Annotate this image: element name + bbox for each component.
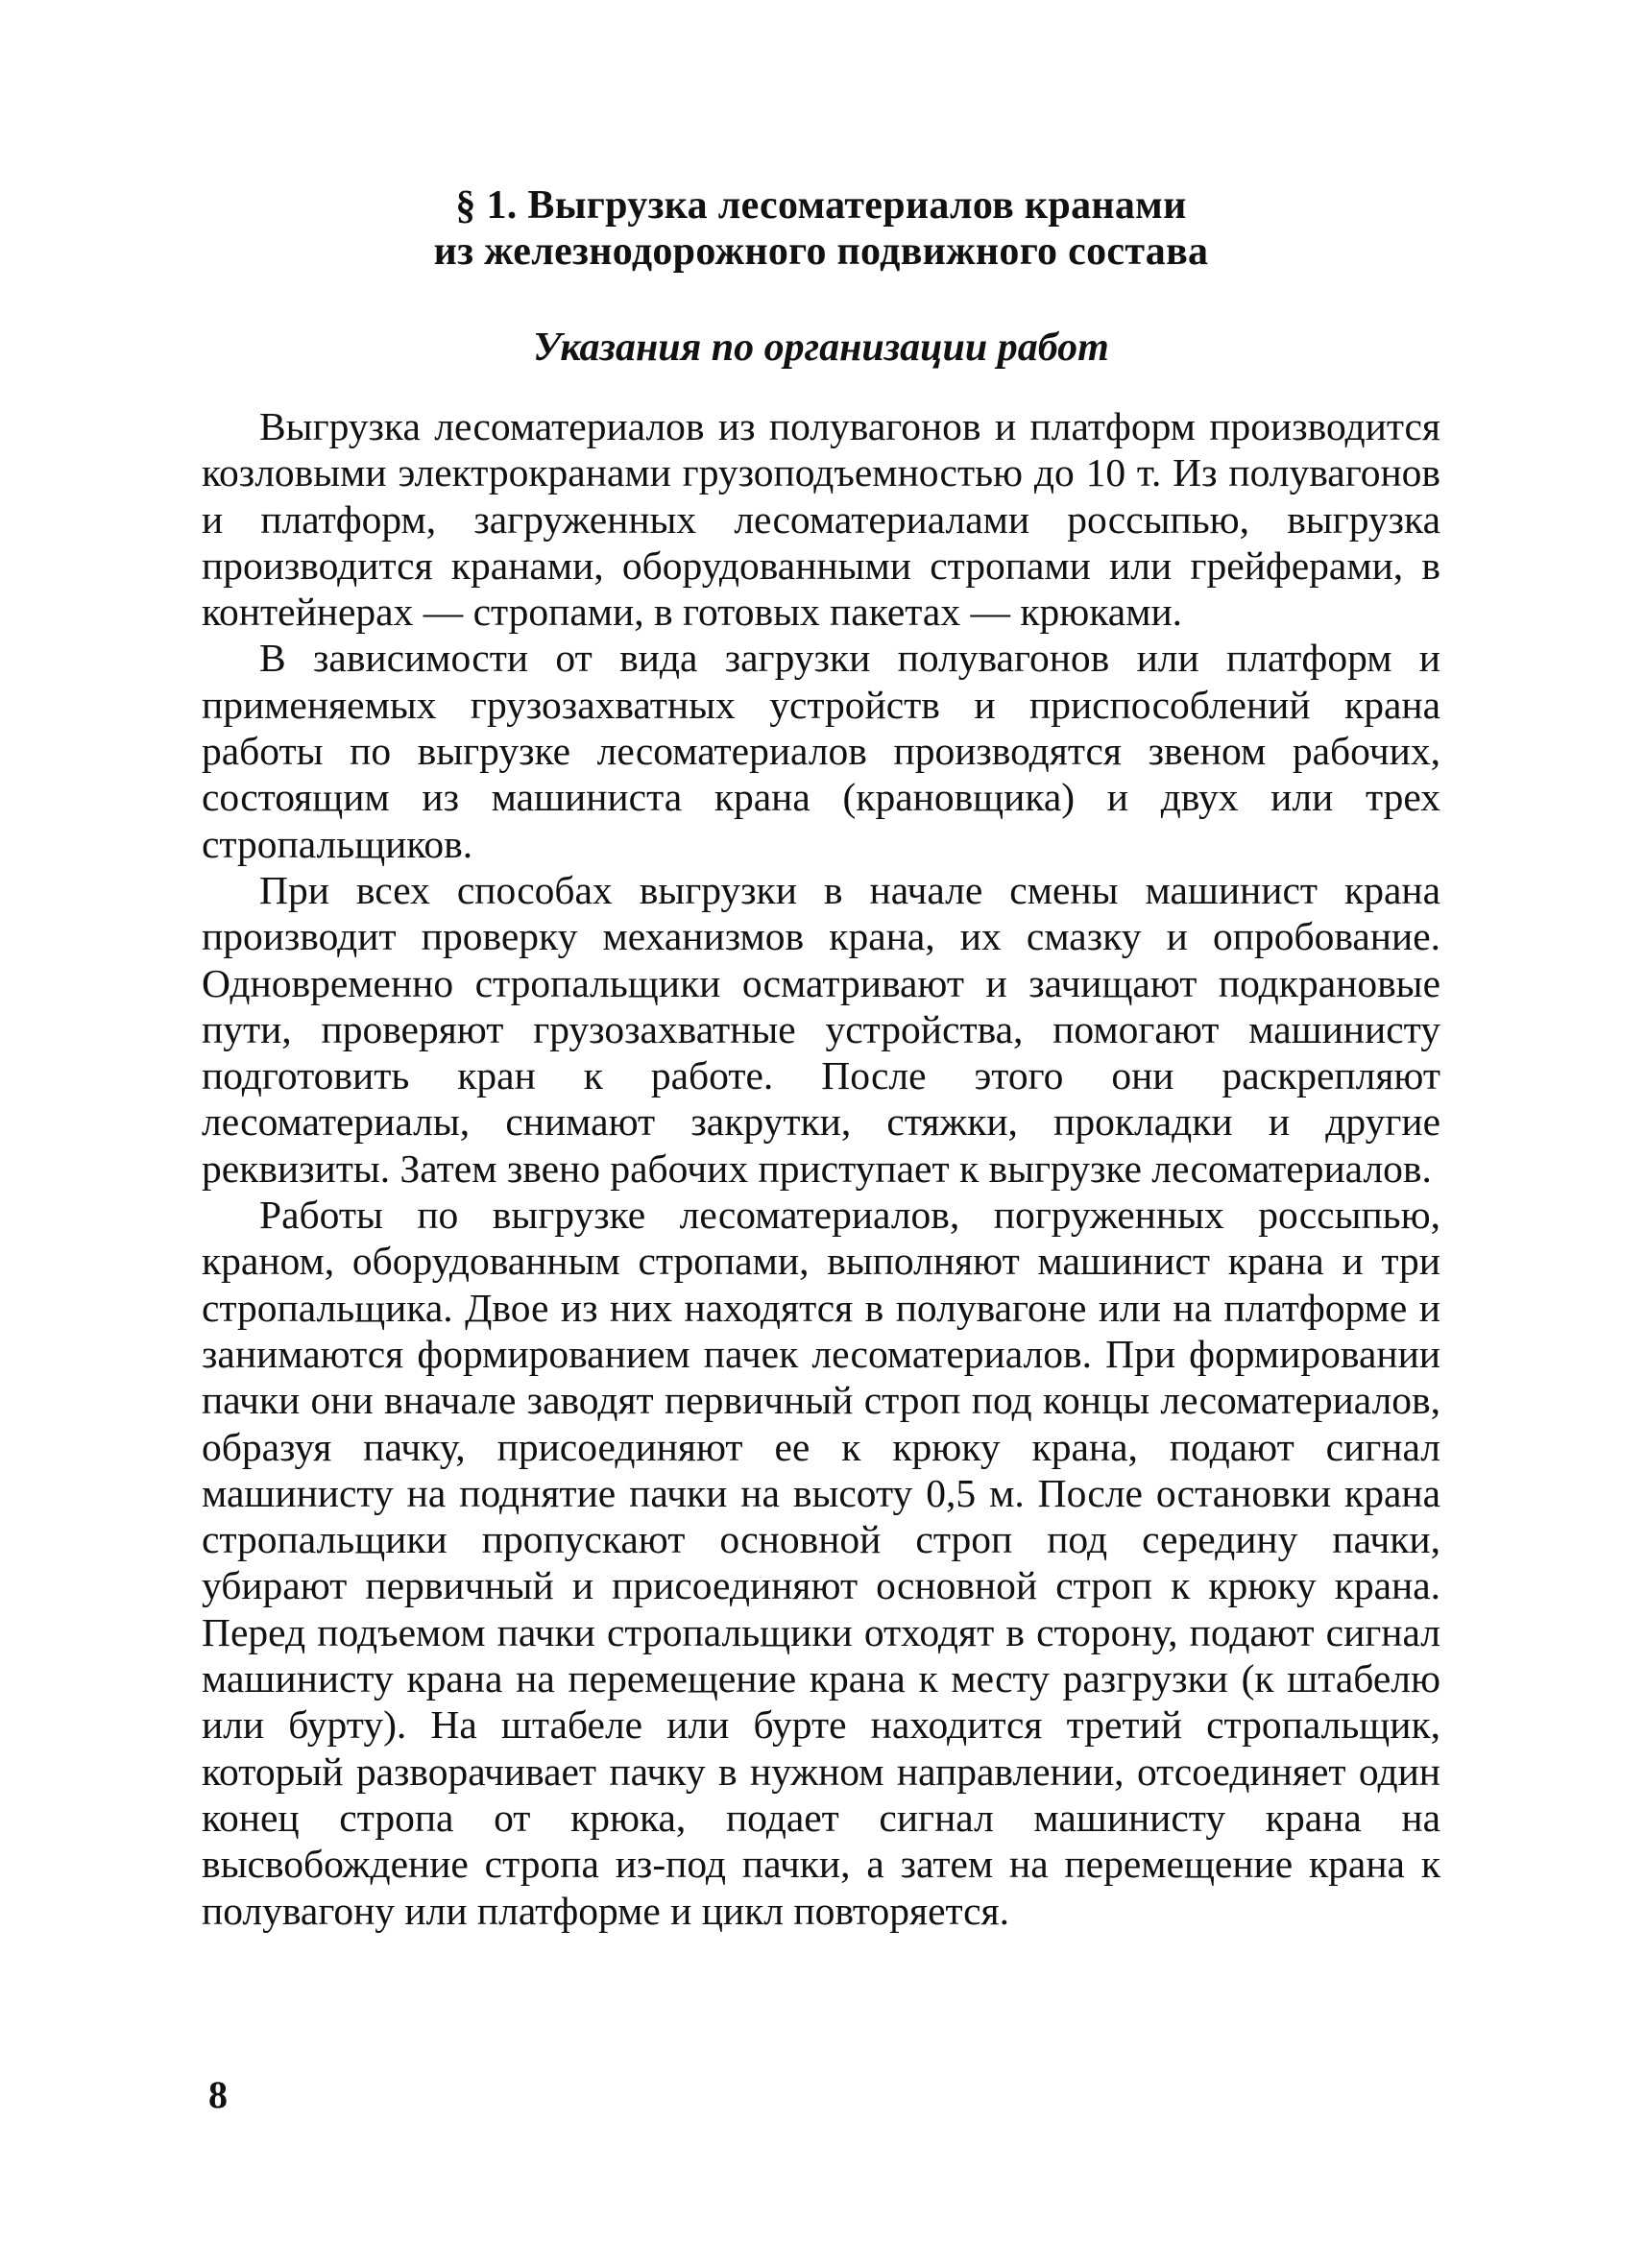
section-title [202,182,1440,275]
paragraph-3: При всех способах выгрузки в начале смены машинист крана производит проверку механизмов крана, их смазку и опробование. Одновременно стропальщики осматривают и зачищают подкрановые пути, проверяют грузозахватные устройства, помогают машинисту подготовить кран к работе. После этого они раскрепляют лесоматериалы, снимают закрутки, стяжки, прокладки и другие реквизиты. Затем звено рабочих приступает к выгрузке лесоматериалов. [202,867,1440,1191]
section-title-line-1: § 1. Выгрузка лесоматериалов кранами [455,183,1187,228]
section-title-line-2: из железнодорожного подвижного состава [433,229,1209,274]
page-content [202,182,1440,1934]
paragraph-2: В зависимости от вида загрузки полувагонов или платформ и применяемых грузозахватных устройств и приспособлений крана работы по выгрузке лесоматериалов производятся звеном рабочих, состоящим из машиниста крана (крановщика) и двух или трех стропальщиков. [202,636,1440,866]
paragraph-1: Выгрузка лесоматериалов из полувагонов и платформ производится козловыми электрокранами грузоподъемностью до 10 т. Из полувагонов и платформ, загруженных лесоматериалами россыпью, выгрузка производится кранами, оборудованными стропами или грейферами, в контейнерах — стропами, в готовых пакетах — крюками. [202,404,1440,635]
page-number: 8 [208,2073,228,2116]
body-text [202,403,1440,1934]
paragraph-4: Работы по выгрузке лесоматериалов, погруженных россыпью, краном, оборудованным стропами, выполняют машинист крана и три стропальщика. Двое из них находятся в полувагоне или на платформе и занимаются формированием пачек лесоматериалов. При формировании пачки они вначале заводят первичный строп под концы лесоматериалов, образуя пачку, присоединяют ее к крюку крана, подают сигнал машинисту на поднятие пачки на высоту 0,5 м. После остановки крана стропальщики пропускают основной строп под середину пачки, убирают первичный и присоединяют основной строп к крюку крана. Перед подъемом пачки стропальщики отходят в сторону, подают сигнал машинисту крана на перемещение крана к месту разгрузки (к штабелю или бурту). На штабеле или бурте находится третий стропальщик, который разворачивает пачку в нужном направлении, отсоединяет один конец стропа от крюка, подает сигнал машинисту крана на высвобождение стропа из-под пачки, а затем на перемещение крана к полувагону или платформе и цикл повторяется. [202,1193,1440,1933]
subsection-heading: Указания по организации работ [533,326,1109,370]
